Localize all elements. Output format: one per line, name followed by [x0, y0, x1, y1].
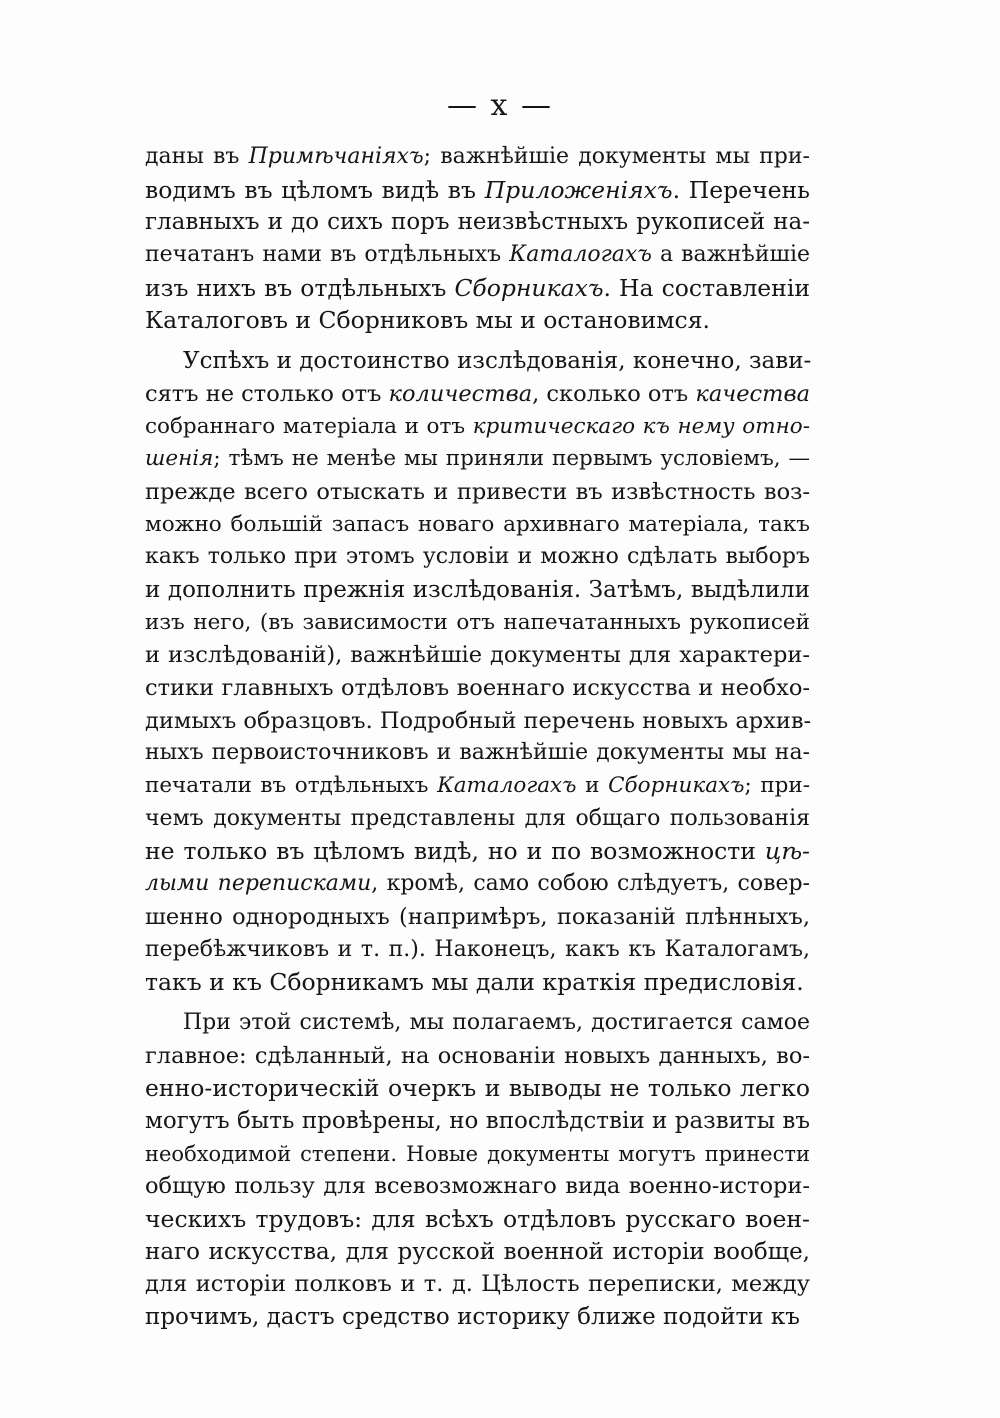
text-line: [145, 705, 810, 738]
text-span: прежде всего отыскать и привести въ извѣстность воз-: [145, 478, 810, 505]
text-line: [145, 541, 810, 574]
text-span: димыхъ образцовъ. Подробный перечень новыхъ архив-: [145, 707, 812, 734]
text-line: [145, 272, 810, 305]
text-span: печатанъ нами въ отдѣльныхъ: [145, 242, 510, 268]
text-span: главное: сдѣланный, на основаніи новыхъ данныхъ, во-: [145, 1042, 810, 1069]
italic-span: лыми переписками: [145, 871, 372, 897]
text-span: главныхъ и до сихъ поръ неизвѣстныхъ рукописей на-: [145, 209, 810, 236]
text-line: [145, 206, 810, 239]
text-span: можно большій запасъ новаго архивнаго матеріала, такъ: [145, 511, 810, 537]
page-number: — x —: [447, 88, 553, 123]
italic-span: Сборникахъ: [608, 773, 745, 799]
text-span: ческихъ трудовъ: для всѣхъ отдѣловъ русскаго воен-: [145, 1205, 810, 1233]
text-span: ныхъ первоисточниковъ и важнѣйшіе документы мы на-: [145, 740, 810, 766]
text-line: [145, 1268, 810, 1301]
paragraph: [145, 1007, 810, 1334]
text-line: [145, 304, 810, 337]
italic-span: Примѣчаніяхъ: [248, 144, 424, 169]
italic-span: критическаго къ нему отно-: [472, 413, 810, 439]
text-line: [145, 737, 810, 770]
italic-span: количества: [388, 380, 533, 407]
text-span: При этой системѣ, мы полагаемъ, достигается самое: [183, 1009, 810, 1035]
text-line: [145, 509, 810, 542]
text-line: [145, 672, 810, 705]
text-span: . Перечень: [672, 175, 810, 204]
text-line: [145, 868, 810, 901]
italic-span: цѣ-: [764, 837, 810, 866]
text-span: не только въ цѣломъ видѣ, но и по возможности: [145, 837, 765, 866]
paragraph-gap: [145, 999, 810, 1007]
text-span: наго искусства, для русской военной исторіи вообще,: [145, 1238, 810, 1265]
text-span: общую пользу для всевозможнаго вида военно-истори-: [145, 1173, 810, 1200]
text-span: такъ и къ Сборникамъ мы дали краткія предисловія.: [145, 968, 804, 997]
text-span: и: [576, 773, 609, 799]
text-line: [145, 966, 810, 999]
text-line: [145, 607, 810, 640]
text-line: [145, 1138, 810, 1171]
text-span: собраннаго матеріала и отъ: [145, 413, 473, 439]
paragraph: [145, 345, 810, 999]
text-line: [145, 1203, 810, 1236]
italic-span: качества: [695, 380, 810, 407]
text-line: [145, 1170, 810, 1203]
text-line: [145, 239, 810, 272]
text-line: [145, 770, 810, 803]
text-span: ; важнѣйшіе документы мы при-: [423, 144, 810, 169]
italic-span: шенія: [145, 446, 214, 472]
text-line: [145, 174, 810, 207]
text-line: [145, 574, 810, 607]
paragraph: [145, 141, 810, 337]
text-span: прочимъ, дастъ средство историку ближе подойти къ: [145, 1304, 800, 1331]
text-span: стики главныхъ отдѣловъ военнаго искусства и необхо-: [145, 675, 810, 701]
text-span: для исторіи полковъ и т. д. Цѣлость переписки, между: [145, 1271, 810, 1298]
text-line: [145, 141, 810, 174]
text-span: шенно однородныхъ (напримѣръ, показаній плѣнныхъ,: [145, 903, 810, 930]
text-span: енно-историческій очеркъ и выводы не только легко: [145, 1074, 810, 1103]
text-span: сятъ не столько отъ: [145, 380, 389, 407]
text-span: изъ него, (въ зависимости отъ напечатанныхъ рукописей: [145, 609, 810, 635]
text-line: [145, 835, 810, 868]
text-span: , кромѣ, само собою слѣдуетъ, совер-: [371, 871, 810, 897]
text-span: перебѣжчиковъ и т. п.). Наконецъ, какъ къ Каталогамъ,: [145, 936, 810, 962]
text-span: могутъ быть провѣрены, но впослѣдствіи и развиты въ: [145, 1107, 810, 1134]
italic-span: Каталогахъ: [509, 242, 652, 268]
text-line: [145, 639, 810, 672]
text-span: ; при-: [744, 773, 811, 799]
body-text: [145, 141, 810, 1334]
text-line: [145, 934, 810, 967]
text-span: Успѣхъ и достоинство изслѣдованія, конечно, зави-: [183, 348, 812, 375]
text-line: [145, 411, 810, 444]
text-line: [145, 901, 810, 934]
text-line: [145, 1040, 810, 1073]
text-span: водимъ въ цѣломъ видѣ въ: [145, 175, 485, 204]
text-line: [145, 1301, 810, 1334]
text-span: Каталоговъ и Сборниковъ мы и остановимся.: [145, 306, 711, 335]
italic-span: Каталогахъ: [437, 773, 577, 799]
text-line: [145, 1072, 810, 1105]
text-span: . На составленіи: [603, 273, 810, 302]
text-line: [145, 1105, 810, 1138]
text-line: [145, 378, 810, 411]
text-line: [145, 1007, 810, 1040]
text-span: , сколько отъ: [532, 380, 696, 407]
text-line: [145, 803, 810, 836]
text-line: [145, 345, 810, 378]
text-span: а важнѣйшіе: [651, 242, 810, 268]
text-span: и дополнить прежнія изслѣдованія. Затѣмъ, выдѣлили: [145, 576, 810, 603]
paragraph-gap: [145, 337, 810, 345]
text-span: ; тѣмъ не менѣе мы приняли первымъ условіемъ, —: [213, 446, 810, 472]
text-span: какъ только при этомъ условіи и можно сдѣлать выборъ: [145, 544, 810, 570]
italic-span: Приложеніяхъ: [484, 175, 673, 204]
italic-span: Сборникахъ: [454, 273, 604, 302]
text-span: даны въ: [145, 144, 249, 169]
text-span: чемъ документы представлены для общаго пользованія: [145, 805, 810, 831]
text-line: [145, 476, 810, 509]
text-line: [145, 443, 810, 476]
text-line: [145, 1236, 810, 1269]
text-span: изъ нихъ въ отдѣльныхъ: [145, 273, 455, 302]
text-span: печатали въ отдѣльныхъ: [145, 773, 438, 799]
text-span: и изслѣдованій), важнѣйшіе документы для характери-: [145, 642, 810, 669]
text-span: необходимой степени. Новые документы могутъ принести: [145, 1141, 810, 1166]
